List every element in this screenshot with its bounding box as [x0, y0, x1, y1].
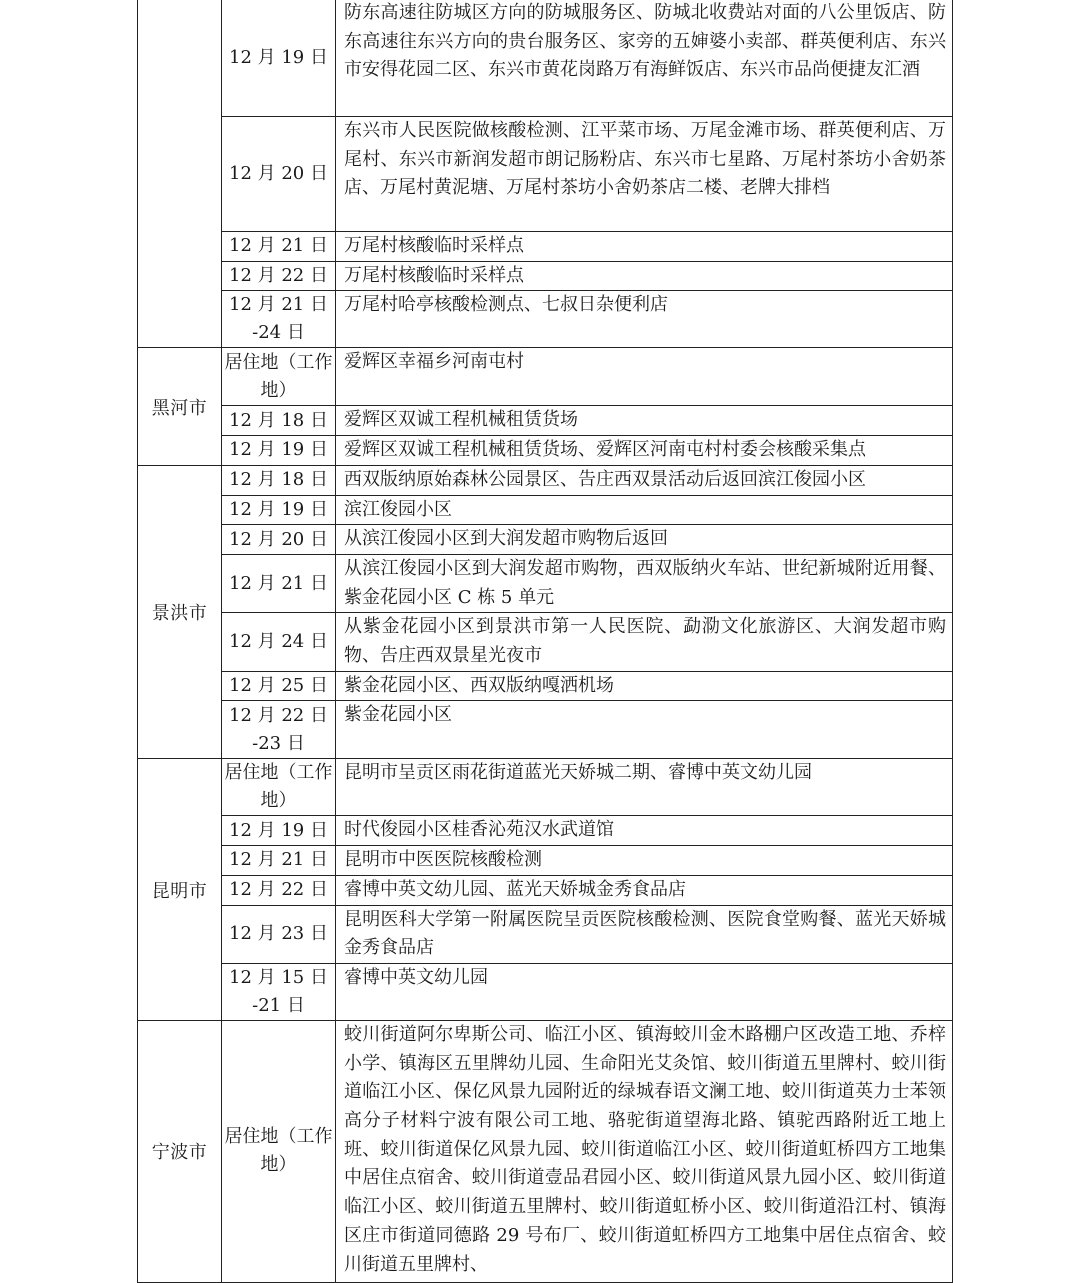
locations-cell: 防东高速往防城区方向的防城服务区、防城北收费站对面的八公里饭店、防东高速往东兴方向的贵台服务区、家旁的五婶婆小卖部、群英便利店、东兴市安得花园二区、东兴市黄花岗路万有海鲜饭店、东兴市品尚便捷友汇酒 — [336, 0, 953, 117]
date-cell: 居住地（工作地） — [222, 1020, 336, 1282]
locations-cell: 万尾村核酸临时采样点 — [336, 261, 953, 291]
date-cell: 12 月 19 日 — [222, 495, 336, 525]
locations-cell: 睿博中英文幼儿园、蓝光天娇城金秀食品店 — [336, 875, 953, 905]
table-row — [138, 0, 953, 117]
locations-cell: 从紫金花园小区到景洪市第一人民医院、勐泐文化旅游区、大润发超市购物、告庄西双景星光夜市 — [336, 613, 953, 671]
locations-cell: 爱辉区双诚工程机械租赁货场 — [336, 406, 953, 436]
date-cell: 12 月 22 日 — [222, 875, 336, 905]
date-cell: 12 月 23 日 — [222, 905, 336, 963]
date-cell: 12 月 20 日 — [222, 525, 336, 555]
date-cell: 12 月 24 日 — [222, 613, 336, 671]
date-cell: 12 月 15 日 -21 日 — [222, 963, 336, 1020]
date-cell: 12 月 21 日 — [222, 554, 336, 612]
table-row — [138, 554, 953, 612]
date-cell: 12 月 19 日 — [222, 816, 336, 846]
table-row — [138, 406, 953, 436]
locations-cell: 从滨江俊园小区到大润发超市购物，西双版纳火车站、世纪新城附近用餐、紫金花园小区 C 栋 5 单元 — [336, 554, 953, 612]
table-row — [138, 905, 953, 963]
city-cell — [138, 0, 222, 348]
date-cell: 12 月 21 日 -24 日 — [222, 291, 336, 348]
date-cell: 居住地（工作地） — [222, 348, 336, 406]
table-row — [138, 232, 953, 262]
table-row — [138, 1020, 953, 1282]
date-cell: 12 月 22 日 — [222, 261, 336, 291]
locations-cell: 万尾村哈亭核酸检测点、七叔日杂便利店 — [336, 291, 953, 348]
locations-cell: 紫金花园小区、西双版纳嘎洒机场 — [336, 671, 953, 701]
city-cell: 宁波市 — [138, 1020, 222, 1282]
table-row — [138, 613, 953, 671]
locations-cell: 东兴市人民医院做核酸检测、江平菜市场、万尾金滩市场、群英便利店、万尾村、东兴市新润发超市朗记肠粉店、东兴市七星路、万尾村茶坊小舍奶茶店、万尾村黄泥塘、万尾村茶坊小舍奶茶店二楼、老牌大排档 — [336, 117, 953, 232]
date-cell: 居住地（工作地） — [222, 759, 336, 816]
locations-cell: 昆明市中医医院核酸检测 — [336, 846, 953, 876]
locations-cell: 紫金花园小区 — [336, 701, 953, 759]
locations-cell: 昆明医科大学第一附属医院呈贡医院核酸检测、医院食堂购餐、蓝光天娇城金秀食品店 — [336, 905, 953, 963]
table-row — [138, 117, 953, 232]
locations-cell: 睿博中英文幼儿园 — [336, 963, 953, 1020]
table-row — [138, 436, 953, 466]
date-cell: 12 月 18 日 — [222, 465, 336, 495]
city-cell: 景洪市 — [138, 465, 222, 759]
locations-cell: 蛟川街道阿尔卑斯公司、临江小区、镇海蛟川金木路棚户区改造工地、乔梓小学、镇海区五里牌幼儿园、生命阳光艾灸馆、蛟川街道五里牌村、蛟川街道临江小区、保亿风景九园附近的绿城春语文澜工地、蛟川街道英力士苯领高分子材料宁波有限公司工地、骆驼街道望海北路、镇驼西路附近工地上班、蛟川街道保亿风景九园、蛟川街道临江小区、蛟川街道虹桥四方工地集中居住点宿舍、蛟川街道壹品君园小区、蛟川街道风景九园小区、蛟川街道临江小区、蛟川街道五里牌村、蛟川街道虹桥小区、蛟川街道沿江村、镇海区庄市街道同德路 29 号布厂、蛟川街道虹桥四方工地集中居住点宿舍、蛟川街道五里牌村、 — [336, 1020, 953, 1282]
date-cell: 12 月 19 日 — [222, 436, 336, 466]
table-row — [138, 495, 953, 525]
table-row — [138, 348, 953, 406]
locations-cell: 滨江俊园小区 — [336, 495, 953, 525]
table-row — [138, 671, 953, 701]
locations-cell: 爱辉区双诚工程机械租赁货场、爱辉区河南屯村村委会核酸采集点 — [336, 436, 953, 466]
locations-cell: 西双版纳原始森林公园景区、告庄西双景活动后返回滨江俊园小区 — [336, 465, 953, 495]
table-row — [138, 525, 953, 555]
date-cell: 12 月 21 日 — [222, 846, 336, 876]
locations-cell: 爱辉区幸福乡河南屯村 — [336, 348, 953, 406]
date-cell: 12 月 18 日 — [222, 406, 336, 436]
date-cell: 12 月 20 日 — [222, 117, 336, 232]
locations-cell: 从滨江俊园小区到大润发超市购物后返回 — [336, 525, 953, 555]
city-cell: 黑河市 — [138, 348, 222, 465]
table-row — [138, 261, 953, 291]
table-row — [138, 465, 953, 495]
locations-cell: 万尾村核酸临时采样点 — [336, 232, 953, 262]
table-row — [138, 875, 953, 905]
date-cell: 12 月 21 日 — [222, 232, 336, 262]
table-row — [138, 759, 953, 816]
itinerary-table — [137, 0, 953, 1283]
date-cell: 12 月 25 日 — [222, 671, 336, 701]
table-row — [138, 846, 953, 876]
locations-cell: 时代俊园小区桂香沁苑汉水武道馆 — [336, 816, 953, 846]
table-row — [138, 816, 953, 846]
locations-cell: 昆明市呈贡区雨花街道蓝光天娇城二期、睿博中英文幼儿园 — [336, 759, 953, 816]
city-cell: 昆明市 — [138, 759, 222, 1021]
date-cell: 12 月 22 日 -23 日 — [222, 701, 336, 759]
date-cell: 12 月 19 日 — [222, 0, 336, 117]
table-row — [138, 701, 953, 759]
table-row — [138, 963, 953, 1020]
table-row — [138, 291, 953, 348]
